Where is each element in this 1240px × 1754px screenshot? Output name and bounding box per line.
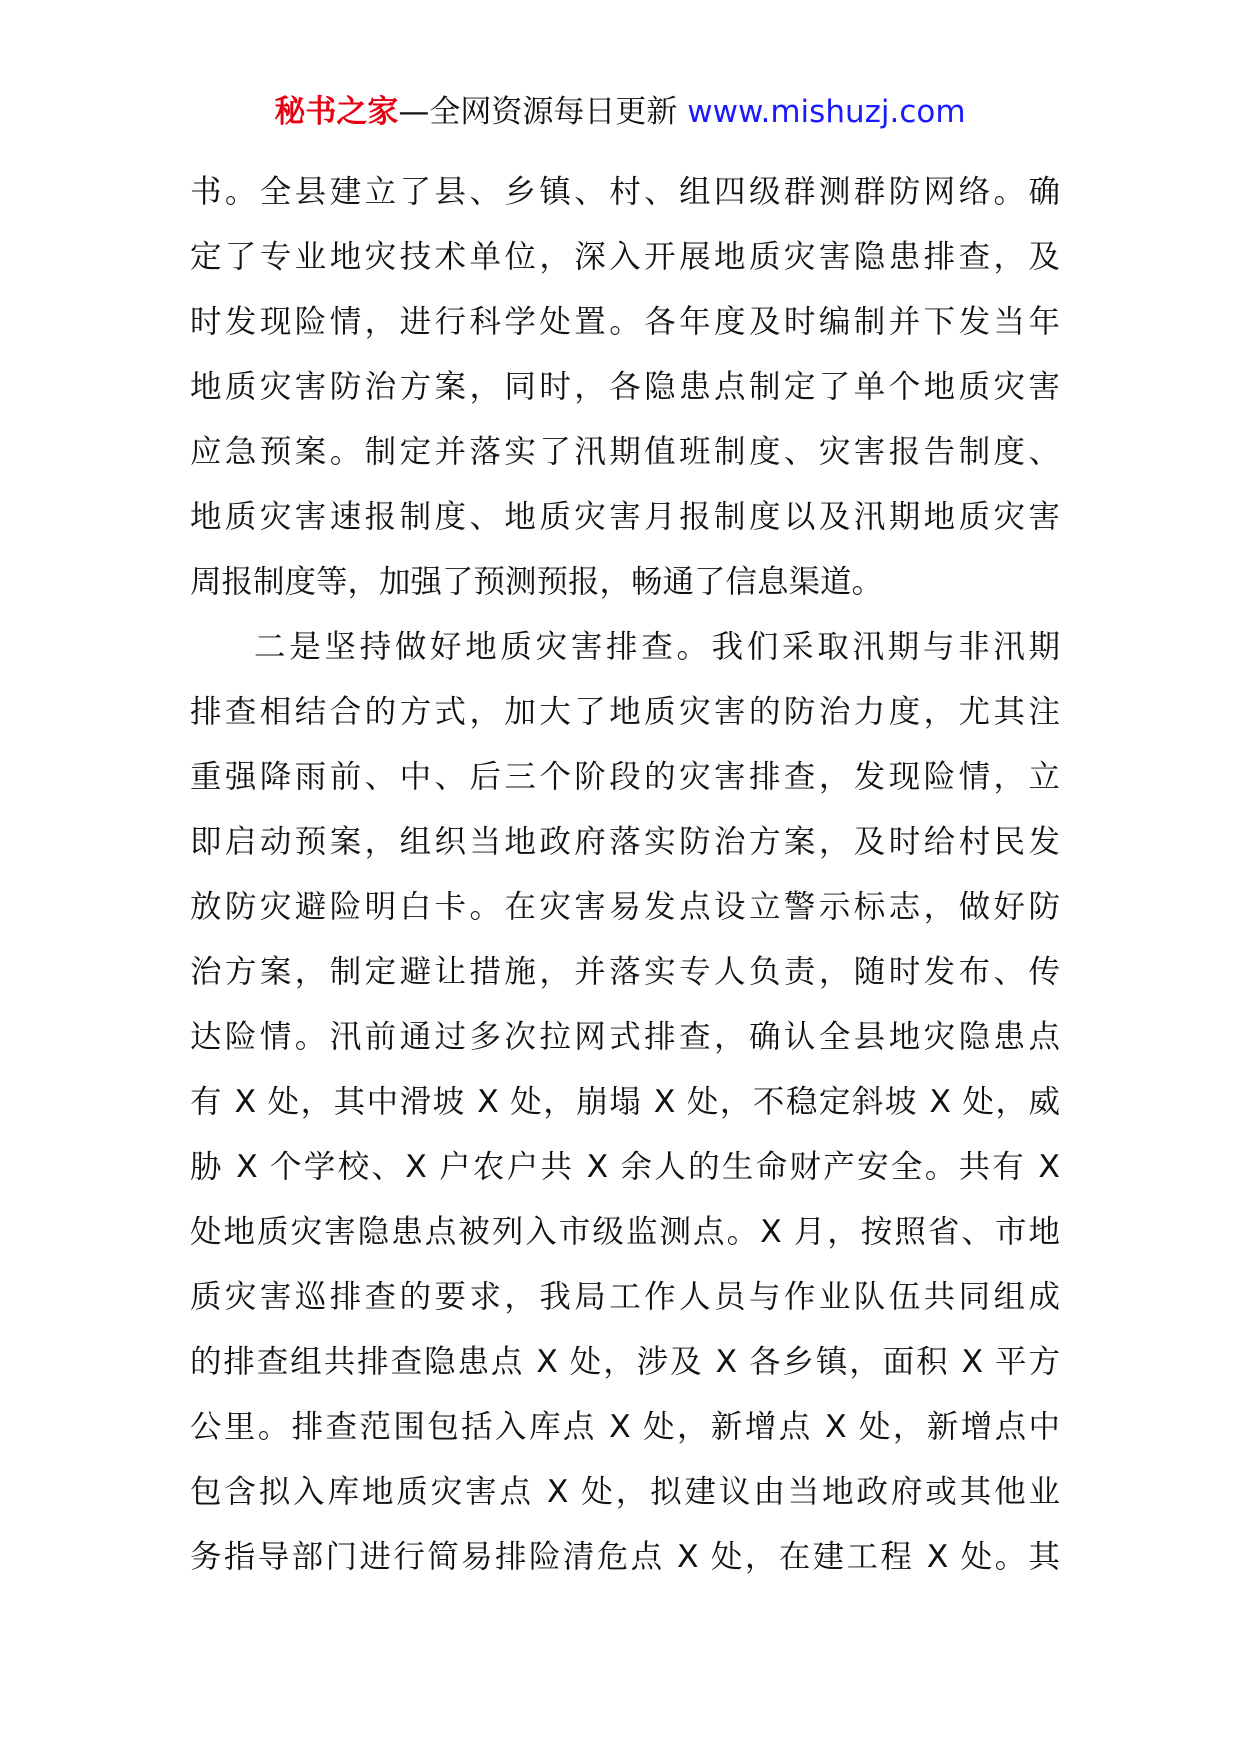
text-line: 达险情。汛前通过多次拉网式排查，确认全县地灾隐患点 bbox=[190, 1019, 1060, 1055]
text-line: 务指导部门进行简易排险清危点 X 处，在建工程 X 处。其 bbox=[190, 1539, 1060, 1575]
text-line: 公里。排查范围包括入库点 X 处，新增点 X 处，新增点中 bbox=[190, 1409, 1060, 1445]
text-line: 地质灾害防治方案，同时，各隐患点制定了单个地质灾害 bbox=[190, 369, 1060, 405]
text-line: 处地质灾害隐患点被列入市级监测点。X 月，按照省、市地 bbox=[190, 1214, 1060, 1250]
text-line: 排查相结合的方式，加大了地质灾害的防治力度，尤其注 bbox=[190, 694, 1060, 730]
paragraph-2 bbox=[190, 615, 1060, 1590]
text-line: 地质灾害速报制度、地质灾害月报制度以及汛期地质灾害 bbox=[190, 499, 1060, 535]
site-slogan: —全网资源每日更新 bbox=[398, 94, 678, 130]
text-line: 定了专业地灾技术单位，深入开展地质灾害隐患排查，及 bbox=[190, 239, 1060, 275]
text-line: 周报制度等，加强了预测预报，畅通了信息渠道。 bbox=[190, 564, 884, 600]
text-line: 即启动预案，组织当地政府落实防治方案，及时给村民发 bbox=[190, 824, 1060, 860]
site-url-link[interactable]: www.mishuzj.com bbox=[687, 94, 966, 130]
text-line: 书。全县建立了县、乡镇、村、组四级群测群防网络。确 bbox=[190, 174, 1060, 210]
text-line: 的排查组共排查隐患点 X 处，涉及 X 各乡镇，面积 X 平方 bbox=[190, 1344, 1060, 1380]
text-line: 二是坚持做好地质灾害排查。我们采取汛期与非汛期 bbox=[254, 629, 1060, 665]
text-line: 放防灾避险明白卡。在灾害易发点设立警示标志，做好防 bbox=[190, 889, 1060, 925]
text-line: 包含拟入库地质灾害点 X 处，拟建议由当地政府或其他业 bbox=[190, 1474, 1060, 1510]
text-line: 质灾害巡排查的要求，我局工作人员与作业队伍共同组成 bbox=[190, 1279, 1060, 1315]
paragraph-1 bbox=[190, 160, 1060, 615]
text-line: 应急预案。制定并落实了汛期值班制度、灾害报告制度、 bbox=[190, 434, 1060, 470]
text-line: 治方案，制定避让措施，并落实专人负责，随时发布、传 bbox=[190, 954, 1060, 990]
text-line: 时发现险情，进行科学处置。各年度及时编制并下发当年 bbox=[190, 304, 1060, 340]
site-brand: 秘书之家 bbox=[274, 94, 399, 130]
text-line: 有 X 处，其中滑坡 X 处，崩塌 X 处，不稳定斜坡 X 处，威 bbox=[190, 1084, 1060, 1120]
document-body bbox=[190, 160, 1060, 1590]
page-header bbox=[0, 92, 1240, 132]
text-line: 胁 X 个学校、X 户农户共 X 余人的生命财产安全。共有 X bbox=[190, 1149, 1060, 1185]
text-line: 重强降雨前、中、后三个阶段的灾害排查，发现险情，立 bbox=[190, 759, 1060, 795]
